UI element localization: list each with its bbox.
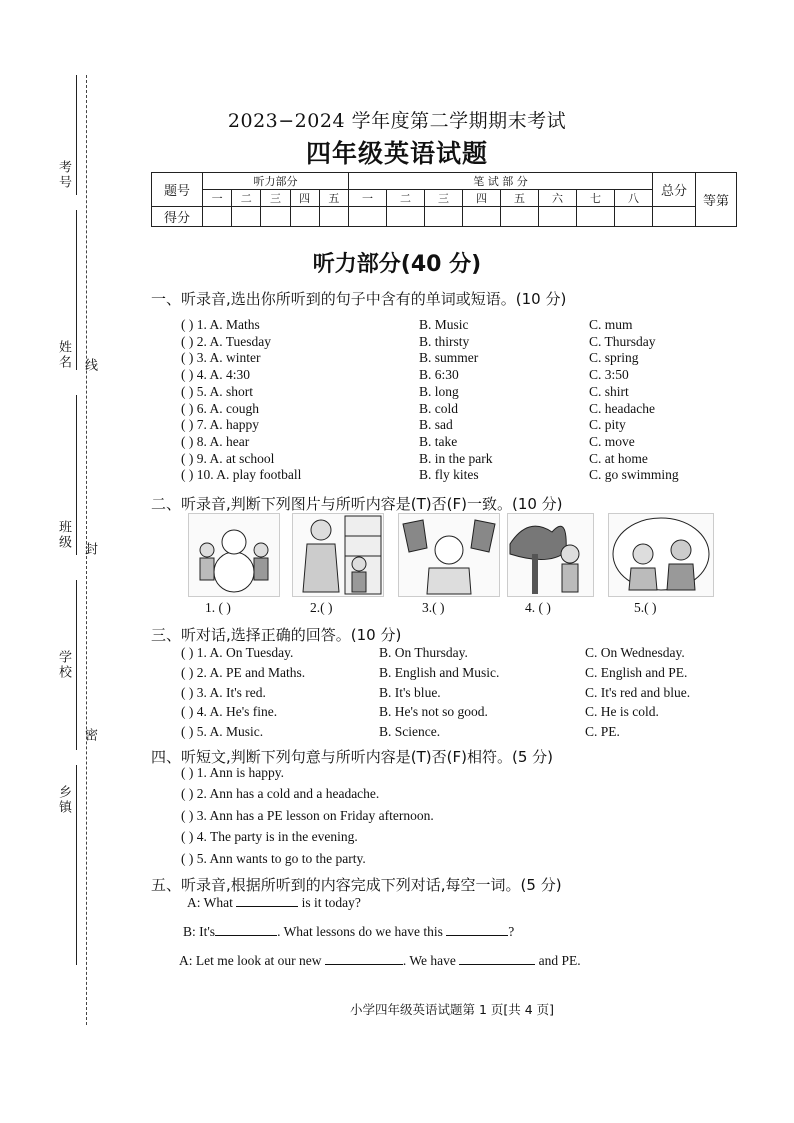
q1-option-a[interactable]: ( ) 4. A. 4:30 — [181, 367, 250, 383]
seal-secret-char: 密 — [82, 728, 97, 741]
listening-section-title: 听力部分(40 分) — [312, 252, 482, 277]
q3-option-b[interactable]: B. On Thursday. — [379, 645, 468, 660]
written-num: 二 — [387, 190, 425, 207]
total-score-cell[interactable] — [653, 207, 696, 227]
q1-option-c[interactable]: C. move — [589, 433, 635, 449]
q4-statement[interactable]: ( ) 1. Ann is happy. — [181, 765, 284, 780]
score-cell[interactable] — [387, 207, 425, 227]
q5-heading: 五、听录音,根据所听到的内容完成下列对话,每空一词。(5 分) — [151, 876, 562, 894]
q1-option-c[interactable]: C. mum — [589, 317, 633, 332]
score-cell[interactable] — [463, 207, 501, 227]
name-blank-line — [76, 210, 77, 370]
q1-option-b[interactable]: B. long — [419, 383, 459, 399]
q3-option-b[interactable]: B. English and Music. — [379, 664, 500, 680]
q1-option-c[interactable]: C. shirt — [589, 383, 629, 399]
q4-statement[interactable]: ( ) 3. Ann has a PE lesson on Friday afternoon. — [181, 807, 434, 823]
q1-option-b[interactable]: B. thirsty — [419, 333, 470, 349]
page-footer: 小学四年级英语试题第 1 页[共 4 页] — [349, 1002, 555, 1017]
score-row-label: 得分 — [152, 207, 203, 227]
q3-option-c[interactable]: C. It's red and blue. — [585, 684, 691, 700]
written-num: 六 — [539, 190, 577, 207]
score-cell[interactable] — [349, 207, 387, 227]
q1-option-a[interactable]: ( ) 7. A. happy — [181, 417, 259, 433]
name-label: 姓名 — [56, 340, 71, 370]
q1-option-a[interactable]: ( ) 9. A. at school — [181, 450, 275, 466]
total-score-header: 总分 — [653, 173, 696, 207]
exam-title: 2023−2024 学年度第二学期期末考试 — [227, 110, 567, 132]
q3-option-c[interactable]: C. English and PE. — [585, 664, 688, 680]
score-cell[interactable] — [203, 207, 232, 227]
score-cell[interactable] — [539, 207, 577, 227]
q1-option-b[interactable]: B. sad — [419, 417, 453, 433]
q1-option-b[interactable]: B. 6:30 — [419, 367, 459, 383]
grade-header: 等第 — [696, 173, 737, 227]
q1-option-b[interactable]: B. in the park — [419, 450, 493, 466]
q4-statement[interactable]: ( ) 2. Ann has a cold and a headache. — [181, 786, 380, 802]
q3-option-b[interactable]: B. It's blue. — [379, 684, 441, 700]
blank-3[interactable] — [446, 923, 508, 936]
dialogue-line-2: B: It's . What lessons do we have this ? — [183, 924, 515, 939]
seal-line-char: 线 — [82, 358, 97, 371]
picture-3-answer[interactable]: 3.( ) — [422, 600, 445, 615]
q1-option-a[interactable]: ( ) 10. A. play football — [181, 467, 302, 483]
picture-5-answer[interactable]: 5.( ) — [634, 600, 657, 615]
score-cell[interactable] — [577, 207, 615, 227]
q1-option-a[interactable]: ( ) 8. A. hear — [181, 433, 250, 449]
listening-num: 三 — [261, 190, 290, 207]
q3-heading: 三、听对话,选择正确的回答。(10 分) — [151, 626, 402, 644]
score-cell[interactable] — [261, 207, 290, 227]
written-num: 四 — [463, 190, 501, 207]
exam-subtitle: 四年级英语试题 — [305, 139, 488, 168]
listening-part-header: 听力部分 — [203, 173, 349, 190]
listening-num: 二 — [232, 190, 261, 207]
q1-option-a[interactable]: ( ) 5. A. short — [181, 383, 253, 399]
q3-option-a[interactable]: ( ) 1. A. On Tuesday. — [181, 645, 294, 660]
q3-option-c[interactable]: C. On Wednesday. — [585, 645, 685, 660]
blank-4[interactable] — [325, 952, 403, 965]
q4-statement[interactable]: ( ) 4. The party is in the evening. — [181, 829, 358, 845]
q4-statement[interactable]: ( ) 5. Ann wants to go to the party. — [181, 850, 366, 866]
picture-5-people-talking — [608, 513, 714, 597]
written-part-header: 笔 试 部 分 — [349, 173, 653, 190]
written-num: 三 — [425, 190, 463, 207]
score-cell[interactable] — [319, 207, 348, 227]
picture-2-teacher-and-boy — [292, 513, 384, 597]
score-cell[interactable] — [615, 207, 653, 227]
q1-option-b[interactable]: B. take — [419, 433, 458, 449]
q4-heading: 四、听短文,判断下列句意与所听内容是(T)否(F)相符。(5 分) — [151, 748, 553, 766]
score-cell[interactable] — [232, 207, 261, 227]
q1-option-c[interactable]: C. 3:50 — [589, 367, 629, 383]
picture-1-snowman — [188, 513, 280, 597]
score-cell[interactable] — [501, 207, 539, 227]
class-label: 班级 — [56, 520, 71, 550]
q1-option-c[interactable]: C. go swimming — [589, 467, 679, 483]
q3-option-a[interactable]: ( ) 3. A. It's red. — [181, 684, 266, 700]
q1-option-c[interactable]: C. Thursday — [589, 333, 656, 349]
q3-option-a[interactable]: ( ) 5. A. Music. — [181, 724, 264, 740]
listening-num: 五 — [319, 190, 348, 207]
listening-num: 一 — [203, 190, 232, 207]
score-table — [151, 172, 737, 227]
q1-option-c[interactable]: C. pity — [589, 417, 626, 433]
q3-option-a[interactable]: ( ) 4. A. He's fine. — [181, 704, 278, 720]
q1-option-b[interactable]: B. cold — [419, 400, 458, 416]
seal-seal-char: 封 — [82, 542, 97, 555]
q1-option-b[interactable]: B. fly kites — [419, 467, 479, 483]
q1-option-b[interactable]: B. Music — [419, 317, 469, 332]
written-num: 一 — [349, 190, 387, 207]
q1-option-c[interactable]: C. headache — [589, 400, 655, 416]
q1-option-a[interactable]: ( ) 2. A. Tuesday — [181, 333, 272, 349]
picture-1-answer[interactable]: 1. ( ) — [205, 600, 231, 615]
q1-option-c[interactable]: C. at home — [589, 450, 648, 466]
question-number-label: 题号 — [152, 173, 203, 207]
q1-option-b[interactable]: B. summer — [419, 350, 479, 366]
blank-2[interactable] — [215, 923, 277, 936]
school-blank-line — [76, 580, 77, 750]
picture-4-tree-and-people — [507, 513, 594, 597]
blank-5[interactable] — [459, 952, 535, 965]
class-blank-line — [76, 395, 77, 555]
q1-option-a[interactable]: ( ) 6. A. cough — [181, 400, 259, 416]
score-cell[interactable] — [425, 207, 463, 227]
picture-4-answer[interactable]: 4. ( ) — [525, 600, 551, 615]
q1-option-a[interactable]: ( ) 3. A. winter — [181, 350, 261, 366]
score-cell[interactable] — [290, 207, 319, 227]
q3-option-b[interactable]: B. He's not so good. — [379, 704, 488, 720]
school-label: 学校 — [56, 650, 71, 680]
town-label: 乡镇 — [56, 785, 71, 815]
written-num: 八 — [615, 190, 653, 207]
q1-option-c[interactable]: C. spring — [589, 350, 639, 366]
q3-option-c[interactable]: C. PE. — [585, 724, 620, 740]
written-num: 五 — [501, 190, 539, 207]
q3-option-b[interactable]: B. Science. — [379, 724, 441, 740]
dialogue-line-3: A: Let me look at our new . We have and PE. — [179, 953, 581, 968]
picture-2-answer[interactable]: 2.( ) — [310, 600, 333, 615]
q3-option-a[interactable]: ( ) 2. A. PE and Maths. — [181, 664, 306, 680]
written-num: 七 — [577, 190, 615, 207]
exam-number-label: 考号 — [56, 160, 71, 190]
q2-heading: 二、听录音,判断下列图片与所听内容是(T)否(F)一致。(10 分) — [151, 495, 563, 513]
picture-3-boy-with-gloves — [398, 513, 500, 597]
town-blank-line — [76, 765, 77, 965]
q3-option-c[interactable]: C. He is cold. — [585, 704, 659, 720]
q1-option-a[interactable]: ( ) 1. A. Maths — [181, 317, 260, 332]
dialogue-line-1: A: What is it today? — [187, 895, 361, 910]
listening-num: 四 — [290, 190, 319, 207]
blank-1[interactable] — [236, 894, 298, 907]
q1-heading: 一、听录音,选出你所听到的句子中含有的单词或短语。(10 分) — [151, 290, 567, 308]
